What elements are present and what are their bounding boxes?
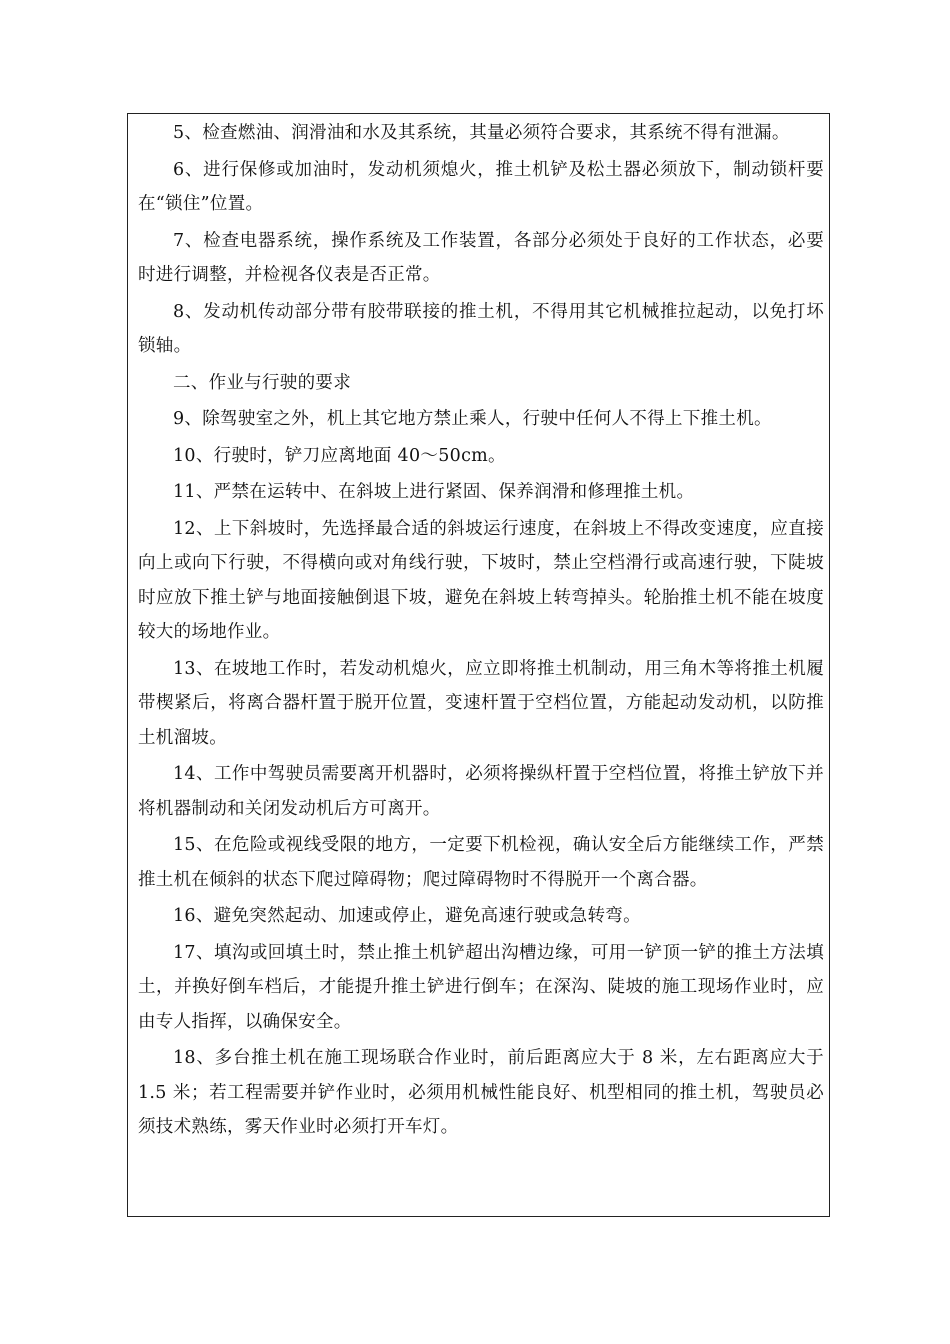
document-body: [138, 116, 824, 1145]
paragraph-item-14: 14、工作中驾驶员需要离开机器时，必须将操纵杆置于空档位置，将推土铲放下并将机器制动和关闭发动机后方可离开。: [138, 764, 824, 819]
paragraph-item-5: 5、检查燃油、润滑油和水及其系统，其量必须符合要求，其系统不得有泄漏。: [173, 123, 790, 143]
paragraph-item-15: 15、在危险或视线受限的地方，一定要下机检视，确认安全后方能继续工作，严禁推土机在倾斜的状态下爬过障碍物；爬过障碍物时不得脱开一个离合器。: [138, 835, 824, 890]
paragraph-item-6: 6、进行保修或加油时，发动机须熄火，推土机铲及松土器必须放下，制动锁杆要在“锁住”位置。: [138, 159, 824, 214]
paragraph-item-12: 12、上下斜坡时，先选择最合适的斜坡运行速度，在斜坡上不得改变速度，应直接向上或向下行驶，不得横向或对角线行驶，下坡时，禁止空档滑行或高速行驶，下陡坡时应放下推土铲与地面接触倒退下坡，避免在斜坡上转弯掉头。轮胎推土机不能在坡度较大的场地作业。: [138, 518, 824, 642]
paragraph-item-17: 17、填沟或回填土时，禁止推土机铲超出沟槽边缘，可用一铲顶一铲的推土方法填土，并换好倒车档后，才能提升推土铲进行倒车；在深沟、陡坡的施工现场作业时，应由专人指挥，以确保安全。: [138, 942, 824, 1032]
section-heading: 二、作业与行驶的要求: [173, 372, 351, 393]
paragraph-item-11: 11、严禁在运转中、在斜坡上进行紧固、保养润滑和修理推土机。: [173, 482, 695, 502]
paragraph-item-18: 18、多台推土机在施工现场联合作业时，前后距离应大于 8 米，左右距离应大于 1.5 米；若工程需要并铲作业时，必须用机械性能良好、机型相同的推土机，驾驶员必须技术熟练，雾天作业时必须打开车灯。: [138, 1048, 824, 1137]
paragraph-item-10: 10、行驶时，铲刀应离地面 40～50cm。: [173, 445, 506, 466]
paragraph-item-13: 13、在坡地工作时，若发动机熄火，应立即将推土机制动，用三角木等将推土机履带楔紧后，将离合器杆置于脱开位置，变速杆置于空档位置，方能起动发动机，以防推土机溜坡。: [138, 658, 824, 748]
paragraph-item-9: 9、除驾驶室之外，机上其它地方禁止乘人，行驶中任何人不得上下推土机。: [173, 409, 772, 429]
paragraph-item-8: 8、发动机传动部分带有胶带联接的推土机，不得用其它机械推拉起动，以免打坏锁轴。: [138, 301, 824, 356]
paragraph-item-16: 16、避免突然起动、加速或停止，避免高速行驶或急转弯。: [173, 906, 641, 926]
paragraph-item-7: 7、检查电器系统，操作系统及工作装置，各部分必须处于良好的工作状态，必要时进行调整，并检视各仪表是否正常。: [138, 230, 824, 285]
